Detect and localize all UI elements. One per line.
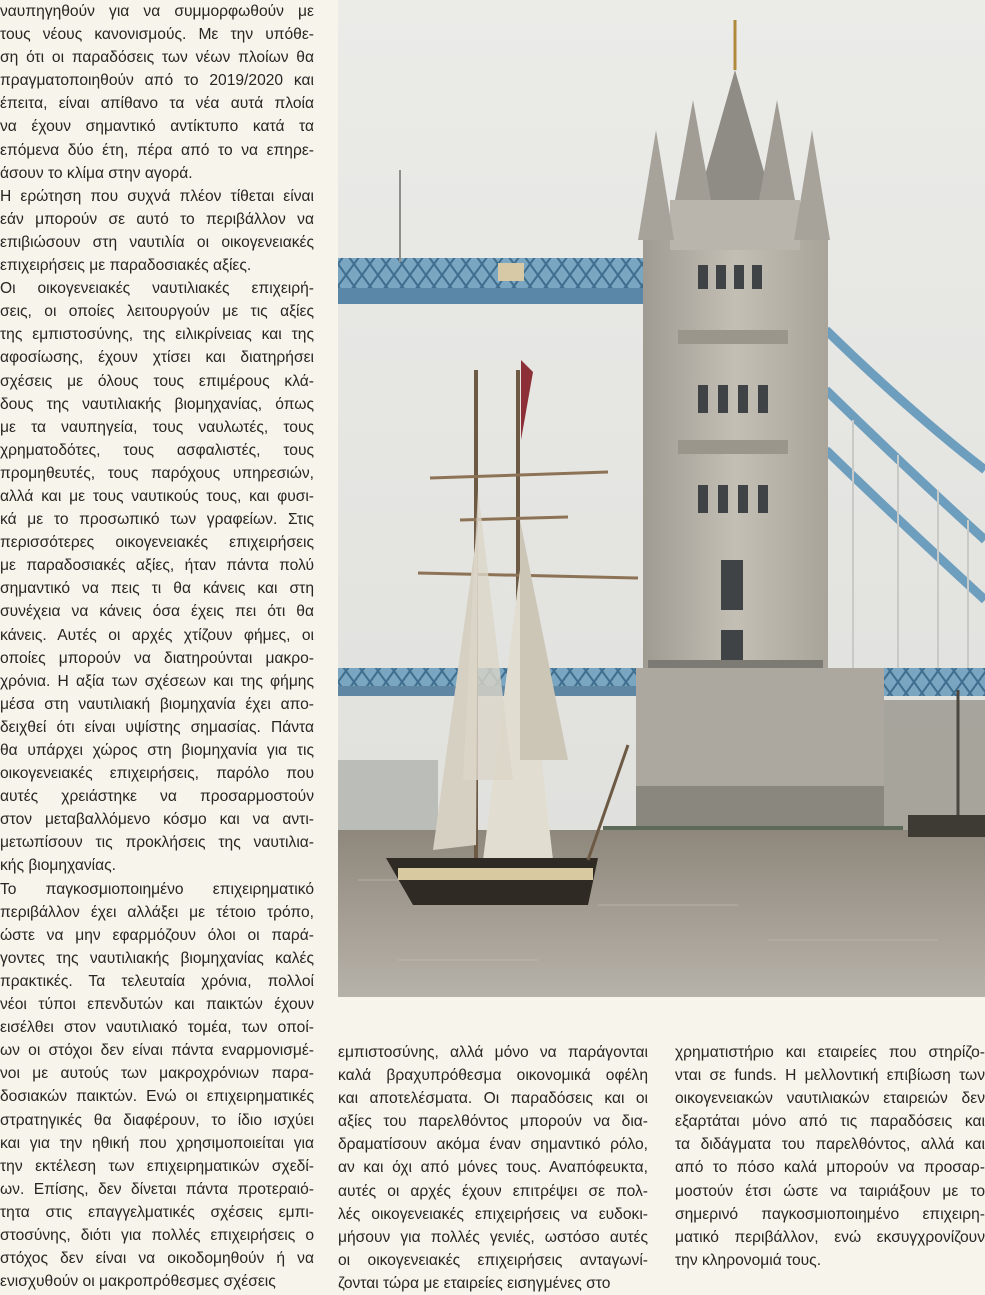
text-line: αυτές οι αρχές έχουν επιτρέψει σε πολ- — [338, 1182, 648, 1200]
text-line: ων. Επίσης, δεν δίνεται πάντα προτεραιό- — [0, 1180, 314, 1198]
text-line: μέσα στη ναυτιλιακή βιομηχανία έχει απο- — [0, 695, 314, 713]
text-line: επόμενα δύο έτη, πέρα από το να επηρε- — [0, 141, 314, 159]
text-line: στον μεταβαλλόμενο κόσμο και να αντι- — [0, 811, 314, 829]
text-line: Η ερώτηση που συχνά πλέον τίθεται είναι — [0, 187, 314, 205]
text-line: οικογενειακών ναυτιλιακών εταιρειών δεν — [675, 1090, 985, 1108]
text-line: οικογενειακές επιχειρήσεις, παρόλο που — [0, 765, 314, 783]
text-line: περισσότερες οικογενειακές επιχειρήσεις — [0, 534, 314, 552]
text-line: συνέχεια να κάνεις όσα έχεις πει ότι θα — [0, 603, 314, 621]
text-line: Το παγκοσμιοποιημένο επιχειρηματικό — [0, 880, 314, 898]
text-line: εξαρτάται μόνο από τις παραδόσεις και — [675, 1113, 985, 1131]
text-line: ση ότι οι παραδόσεις των νέων πλοίων θα — [0, 49, 314, 67]
text-line: δειχθεί ότι είναι υψίστης σημασίας. Πάντα — [0, 718, 314, 736]
text-line: αν και όχι από μόνες τους. Αναπόφευκτα, — [338, 1159, 648, 1177]
text-line: με παραδοσιακές αξίες, ήταν πάντα πολύ — [0, 557, 314, 575]
left-paragraph-3 — [0, 277, 314, 877]
text-line: κά με το προσωπικό των γραφείων. Στις — [0, 511, 314, 529]
text-line: καλά βραχυπρόθεσμα οικονομικά οφέλη — [338, 1067, 648, 1085]
text-line: χρηματιστήριο και εταιρείες που στηρίζο- — [675, 1044, 985, 1061]
article-column-middle — [338, 1041, 648, 1295]
text-line: κής βιομηχανίας. — [0, 857, 116, 875]
text-line: στοσύνης, διότι για πολλές επιχειρήσεις ο — [0, 1226, 314, 1244]
article-column-left — [0, 0, 314, 1293]
text-line: πρακτικές. Τα τελευταία χρόνια, πολλοί — [0, 972, 314, 990]
text-line: αυτές χρειάστηκε να προσαρμοστούν — [0, 788, 314, 806]
text-line: ζονται τώρα με εταιρείες εισηγμένες στο — [338, 1274, 611, 1292]
text-line: από το πόσο καλά μπορούν να προσαρ- — [675, 1159, 985, 1177]
text-line: νται σε funds. Η μελλοντική επιβίωση των — [675, 1067, 985, 1085]
text-line: της εμπιστοσύνης, της ειλικρίνειας και της — [0, 326, 314, 344]
text-line: εμπιστοσύνης, αλλά μόνο να παράγονται — [338, 1044, 648, 1061]
bridge-pier — [603, 668, 903, 856]
text-line: δοσιακών παικτών. Ενώ οι επιχειρηματικές — [0, 1088, 314, 1106]
right-paragraph-1 — [675, 1041, 985, 1272]
text-line: σημαντικό να πεις τι θα κάνεις και στη — [0, 580, 314, 598]
text-line: νοι με αυτούς των μακροχρόνιων παρα- — [0, 1065, 314, 1083]
text-line: θα υπάρχει χώρος στη βιομηχανία για τις — [0, 742, 314, 759]
text-line: με τα ναυπηγεία, τους ναυλωτές, τους — [0, 418, 314, 436]
text-line: οποίες μπορούν να διατηρούνται μακρο- — [0, 649, 314, 667]
text-line: περιβάλλον έχει αλλάξει με τέτοιο τρόπο, — [0, 903, 314, 921]
text-line: μήσουν για πολλές γενιές, ωστόσο αυτές — [338, 1228, 648, 1246]
middle-paragraph-1 — [338, 1041, 648, 1295]
text-line: την κληρονομιά τους. — [675, 1251, 822, 1269]
text-line: λές οικογενειακές επιχειρήσεις να ευδοκι- — [338, 1205, 648, 1223]
text-line: ενισχυθούν οι μακροπρόθεσμες σχέσεις — [0, 1273, 276, 1291]
text-line: οι οικογενειακές επιχειρήσεις ανταγωνί- — [338, 1251, 648, 1269]
text-line: δραματίσουν ακόμα έναν σημαντικό ρόλο, — [338, 1136, 648, 1154]
text-line: και αποτελέσματα. Οι παραδόσεις και οι — [338, 1090, 648, 1108]
text-line: να έχουν σημαντικό αντίκτυπο κατά τα — [0, 118, 314, 136]
text-line: νέοι τύποι επενδυτών και παικτών έχουν — [0, 996, 314, 1014]
upper-walkway — [338, 258, 688, 304]
tower-bridge-photo — [338, 0, 985, 997]
text-line: τα διδάγματα του παρελθόντος, αλλά και — [675, 1136, 985, 1154]
text-line: αλλά και με τους ναυτικούς τους, και φυσι- — [0, 487, 314, 505]
text-line: επιχειρήσεις με παραδοσιακές αξίες. — [0, 257, 252, 275]
text-line: άσουν το κλίμα στην αγορά. — [0, 164, 193, 182]
text-line: στρατηγικές θα διαφέρουν, το ίδιο ισχύει — [0, 1111, 314, 1129]
text-line: και για την ηθική που χρησιμοποιείται για — [0, 1134, 314, 1152]
text-line: Οι οικογενειακές ναυτιλιακές επιχειρή- — [0, 280, 314, 298]
text-line: επιβιώσουν στη ναυτιλία οι οικογενειακές — [0, 233, 314, 251]
text-line: εάν μπορούν σε αυτό το περιβάλλον να — [0, 210, 314, 228]
text-line: την εκτέλεση των επιχειρηματικών σχεδί- — [0, 1157, 314, 1175]
text-line: εισέλθει στον ναυτιλιακό τομέα, των οποί- — [0, 1019, 314, 1037]
text-line: κάνεις. Αυτές οι αρχές χτίζουν φήμες, οι — [0, 626, 314, 644]
text-line: αφοσίωσης, έχουν χτίσει και διατηρήσει — [0, 349, 314, 367]
text-line: μοστούν έτσι ώστε να ταιριάξουν με το — [675, 1182, 985, 1200]
text-line: ων οι στόχοι δεν είναι πάντα εναρμονισμέ- — [0, 1042, 314, 1060]
text-line: μετωπίσουν τις προκλήσεις της ναυτιλια- — [0, 834, 314, 852]
text-line: ώστε να μην εφαρμόζουν όλοι οι παρά- — [0, 926, 314, 944]
text-line: πραγματοποιηθούν από το 2019/2020 και — [0, 72, 314, 90]
left-paragraph-4 — [0, 878, 314, 1294]
text-line: γοντες της ναυτιλιακής βιομηχανίας καλές — [0, 949, 314, 967]
text-line: σεις, οι οποίες λειτουργούν με τις αξίες — [0, 303, 314, 321]
text-line: προμηθευτές, τους παρόχους υπηρεσιών, — [0, 464, 314, 482]
text-line: έπειτα, είναι απίθανο τα νέα αυτά πλοία — [0, 95, 314, 113]
text-line: ναυπηγηθούν για να συμμορφωθούν με — [0, 3, 314, 20]
left-paragraph-2 — [0, 185, 314, 277]
text-line: χρηματοδότες, τους ασφαλιστές, τους — [0, 441, 314, 459]
text-line: σημερινό παγκοσμιοποιημένο επιχειρη- — [675, 1205, 985, 1223]
text-line: στόχος δεν είναι να οικοδομηθούν ή να — [0, 1250, 314, 1268]
river-thames — [338, 830, 985, 997]
text-line: αξίες του παρελθόντος μπορούν να δια- — [338, 1113, 648, 1131]
text-line: χρόνια. Η αξία των σχέσεων και της φήμης — [0, 672, 314, 690]
text-line: τους νέους κανονισμούς. Με την υπόθε- — [0, 26, 314, 44]
text-line: ματικό περιβάλλον, ενώ εκσυγχρονίζουν — [675, 1228, 985, 1246]
text-line: τητα στις επαγγελματικές σχέσεις εμπι- — [0, 1203, 314, 1221]
text-line: σχέσεις με όλους τους επιμέρους κλά- — [0, 372, 314, 390]
text-line: δους της ναυτιλιακής βιομηχανίας, όπως — [0, 395, 314, 413]
article-column-right — [675, 1041, 985, 1272]
left-paragraph-1 — [0, 0, 314, 185]
